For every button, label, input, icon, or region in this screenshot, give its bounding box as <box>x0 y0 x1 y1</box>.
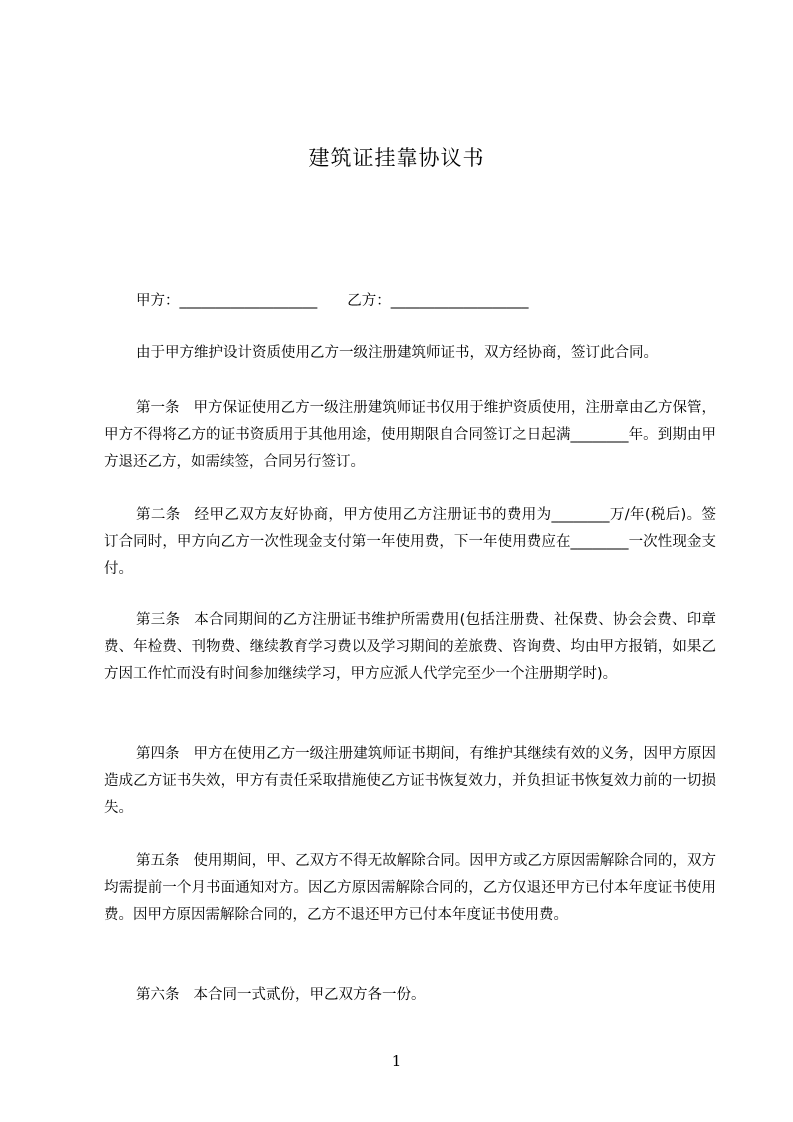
article-6-heading: 第六条 <box>136 987 180 1003</box>
article-1-heading: 第一条 <box>136 400 180 416</box>
article-6-text: 本合同一式贰份，甲乙双方各一份。 <box>193 987 426 1003</box>
article-4 <box>104 741 716 823</box>
document-title: 建筑证挂靠协议书 <box>308 146 485 170</box>
article-5-text: 使用期间，甲、乙双方不得无故解除合同。因甲方或乙方原因需解除合同的，双方均需提前一个月书面通知对方。因乙方原因需解除合同的，乙方仅退还甲方已付本年度证书使用费。因甲方原因需解除合同的，乙方不退还甲方已付本年度证书使用费。 <box>104 853 717 924</box>
parties-line <box>136 289 529 310</box>
party-b-blank: ___________________ <box>390 293 529 309</box>
article-3-text: 本合同期间的乙方注册证书维护所需费用(包括注册费、社保费、协会会费、印章费、年检费、刊物费、继续教育学习费以及学习期间的差旅费、咨询费、均由甲方报销，如果乙方因工作忙而没有时间参加继续学习，甲方应派人代学完至少一个注册期学时)。 <box>104 612 717 683</box>
article-5 <box>104 848 716 930</box>
article-2-text: 经甲乙双方友好协商，甲方使用乙方注册证书的费用为________万/年(税后)。签订合同时，甲方向乙方一次性现金支付第一年使用费，下一年使用费应在________一次性现金支付。 <box>104 507 716 578</box>
article-2-heading: 第二条 <box>136 507 181 523</box>
page-number: 1 <box>391 1052 402 1070</box>
article-3-heading: 第三条 <box>136 612 181 628</box>
intro-paragraph: 由于甲方维护设计资质使用乙方一级注册建筑师证书，双方经协商，签订此合同。 <box>136 345 658 361</box>
article-4-text: 甲方在使用乙方一级注册建筑师证书期间，有维护其继续有效的义务，因甲方原因造成乙方证书失效，甲方有责任采取措施使乙方证书恢复效力，并负担证书恢复效力前的一切损失。 <box>104 746 717 817</box>
party-a-blank: ___________________ <box>179 293 318 309</box>
article-1 <box>104 395 716 477</box>
party-a-label: 甲方： <box>136 293 180 309</box>
article-1-text: 甲方保证使用乙方一级注册建筑师证书仅用于维护资质使用，注册章由乙方保管，甲方不得将乙方的证书资质用于其他用途，使用期限自合同签订之日起满________年。到期由甲方退还乙方，如需续签，合同另行签订。 <box>104 400 717 471</box>
article-4-heading: 第四条 <box>136 746 180 762</box>
article-6 <box>104 982 716 1009</box>
article-2 <box>104 502 716 584</box>
article-3 <box>104 607 716 689</box>
party-b-label: 乙方： <box>347 293 391 309</box>
article-5-heading: 第五条 <box>136 853 180 869</box>
